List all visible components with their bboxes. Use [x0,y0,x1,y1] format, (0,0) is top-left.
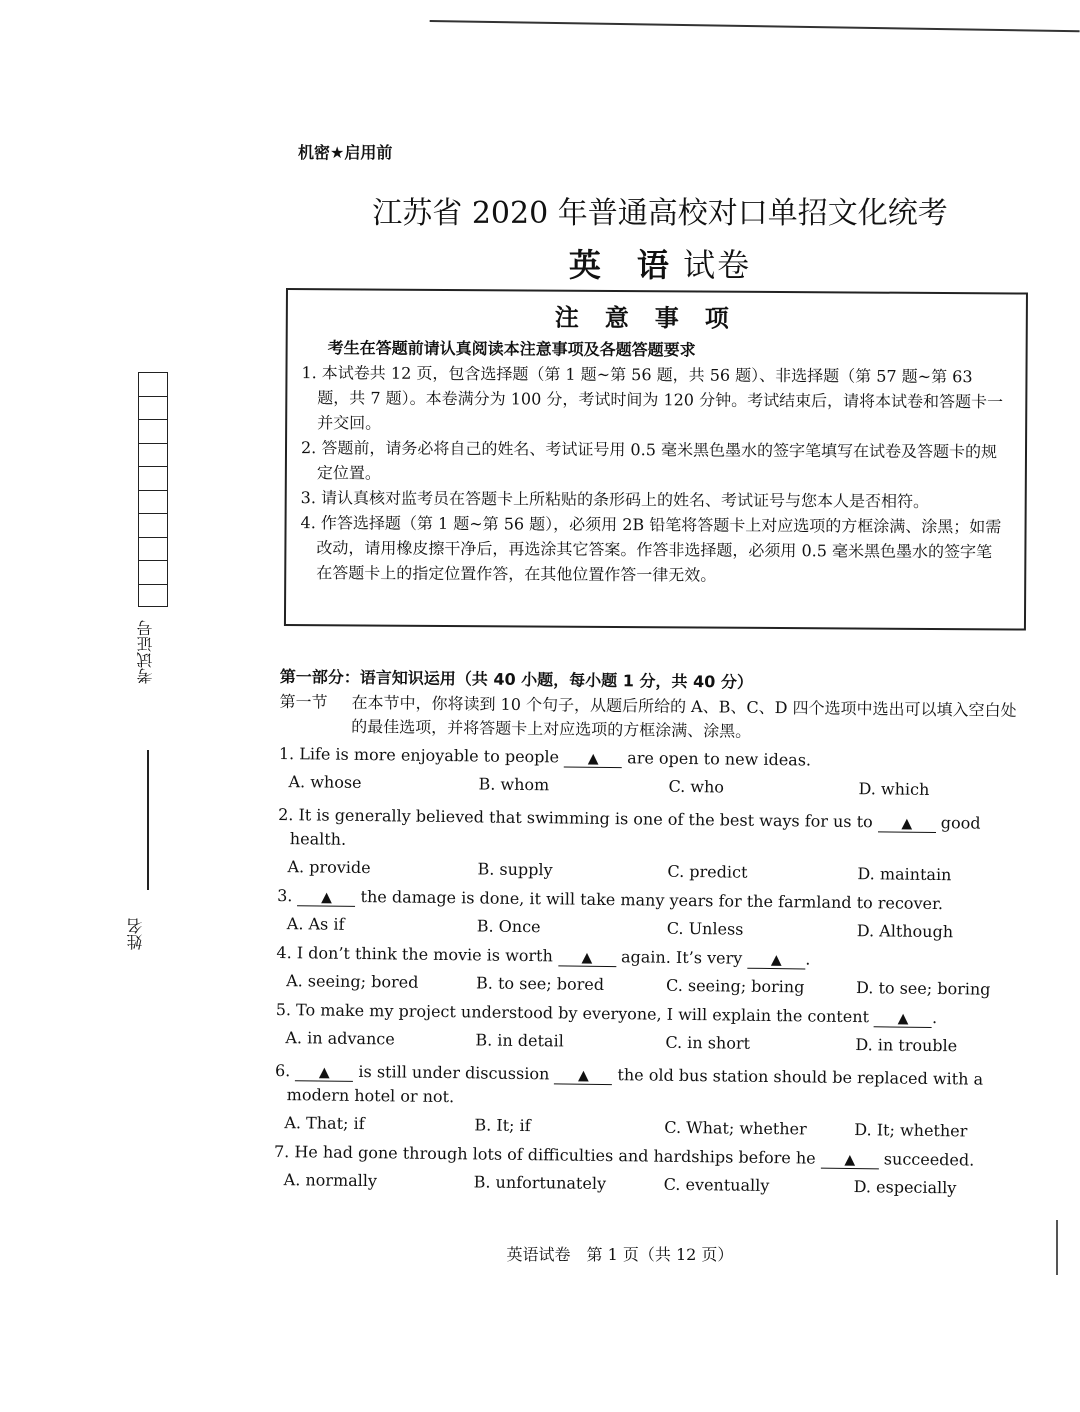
option-c: C. in short [665,1032,751,1053]
option-c: C. eventually [663,1174,770,1196]
option-d: D. Although [856,921,954,942]
exam-subtitle [0,240,1080,286]
option-d: D. in trouble [855,1035,958,1056]
option-a: A. whose [288,772,362,793]
question-stem: the damage is done, it will take many years for the farmland to recover. [355,886,944,914]
options-row [277,857,1017,885]
question-1 [279,742,1019,775]
options-row [276,971,1016,999]
page-footer: 英语试卷 第 1 页（共 12 页） [506,1245,734,1264]
option-b: B. whom [478,774,550,795]
section-description: 在本节中，你将读到 10 个句子，从题后所给的 A、B、C、D 四个选项中选出可以填入空白处的最佳选项，并将答题卡上对应选项的方框涂满、涂黑。 [351,692,1017,741]
notice-item: 3. 请认真核对监考员在答题卡上所粘贴的条形码上的姓名、考试证号与您本人是否相符。 [300,488,930,511]
answer-blank: ▲ [874,1010,932,1028]
question-stem: good health. [289,813,981,849]
question-stem: the old bus station should be replaced with a modern hotel or not. [286,1065,984,1107]
answer-blank: ▲ [878,815,936,833]
option-a: A. in advance [285,1028,395,1049]
question-5 [276,998,1016,1031]
option-b: B. to see; bored [476,973,605,994]
options-row [277,914,1017,942]
answer-blank: ▲ [297,889,355,907]
option-b: B. It; if [474,1115,531,1136]
option-b: B. in detail [475,1030,564,1051]
confidential-label: 机密★启用前 [298,143,393,162]
question-stem: 5. To make my project understood by everyone, I will explain the content [275,999,875,1027]
option-a: A. provide [287,857,371,878]
answer-blank: ▲ [564,750,622,768]
notice-intro: 考生在答题前请认真阅读本注意事项及各题答题要求 [327,338,696,360]
answer-blank: ▲ [554,1067,612,1085]
option-b: B. Once [476,916,541,937]
question-6 [275,1059,1016,1116]
options-row [278,772,1018,800]
option-c: C. What; whether [664,1117,807,1139]
question-7 [274,1140,1014,1173]
options-row [274,1170,1014,1198]
exam-id-label: 考试证号 [136,620,155,684]
option-a: A. As if [286,914,345,934]
exam-title: 江苏省 2020 年普通高校对口单招文化统考 [372,196,948,231]
option-d: D. which [858,779,930,799]
question-stem: is still under discussion [353,1061,555,1084]
question-stem: again. It’s very [615,947,748,968]
notice-box [284,288,1028,631]
option-b: B. supply [477,859,553,880]
question-stem: are open to new ideas. [622,748,812,770]
name-line [147,750,149,890]
notice-item: 2. 答题前，请务必将自己的姓名、考试证号用 0.5 毫米黑色墨水的签字笔填写在试卷及答题卡的规定位置。 [300,438,998,483]
notice-title: 注意事项 [554,303,755,333]
option-c: C. who [668,776,725,797]
question-stem: succeeded. [878,1149,975,1170]
option-c: C. seeing; boring [665,975,805,997]
answer-blank: ▲ [295,1064,353,1082]
scan-edge-line [430,0,1080,32]
notice-item: 1. 本试卷共 12 页，包含选择题（第 1 题~第 56 题，共 56 题）、非选择题（第 57 题~第 63 题，共 7 题）。本卷满分为 100 分，考试时间为 120 分钟。考试结束后，请将本试卷和答题卡一并交回。 [301,363,1004,433]
option-a: A. That; if [284,1113,365,1134]
option-b: B. unfortunately [473,1172,607,1194]
question-stem: 3. [277,885,298,906]
question-2 [278,803,1019,860]
name-label: 姓名 [126,918,145,950]
part1-content [274,664,1020,1198]
section-intro [279,690,1020,747]
question-4 [276,941,1016,974]
notice-item: 4. 作答选择题（第 1 题~第 56 题），必须用 2B 铅笔将答题卡上对应选项的方框涂满、涂黑；如需改动，请用橡皮擦干净后，再选涂其它答案。作答非选择题，必须用 0.5 毫米黑色墨水的签字笔在答题卡上的指定位置作答，在其他位置作答一律无效。 [300,513,1002,585]
subject-name: 英 语 [568,246,671,284]
option-d: D. to see; boring [855,978,991,999]
scan-edge-mark [1056,1220,1058,1275]
options-row [274,1113,1014,1141]
question-list [274,742,1019,1198]
option-d: D. It; whether [854,1120,968,1141]
answer-blank: ▲ [821,1152,879,1170]
question-stem: 7. He had gone through lots of difficulties and hardships before he [273,1141,821,1168]
answer-blank: ▲ [558,949,616,967]
question-3 [277,884,1017,917]
exam-id-grid[interactable] [138,372,168,607]
option-a: A. seeing; bored [286,971,419,992]
question-stem: 6. [274,1060,296,1081]
option-d: D. especially [853,1177,957,1198]
paper-label: 试卷 [683,246,752,284]
option-a: A. normally [283,1170,378,1191]
question-stem: 2. It is generally believed that swimming is one of the best ways for us to [278,804,878,832]
answer-blank: ▲ [747,952,805,970]
question-stem: 1. Life is more enjoyable to people [278,743,565,767]
option-c: C. predict [667,861,748,882]
question-stem: . [931,1007,938,1028]
question-stem: 4. I don’t think the movie is worth [276,942,559,966]
option-d: D. maintain [857,864,952,885]
section-label: 第一节 [279,691,328,712]
question-stem: . [805,949,811,969]
part1-title: 第一部分：语言知识运用（共 40 小题，每小题 1 分，共 40 分） [279,666,754,692]
options-row [275,1028,1015,1056]
option-c: C. Unless [666,918,744,939]
